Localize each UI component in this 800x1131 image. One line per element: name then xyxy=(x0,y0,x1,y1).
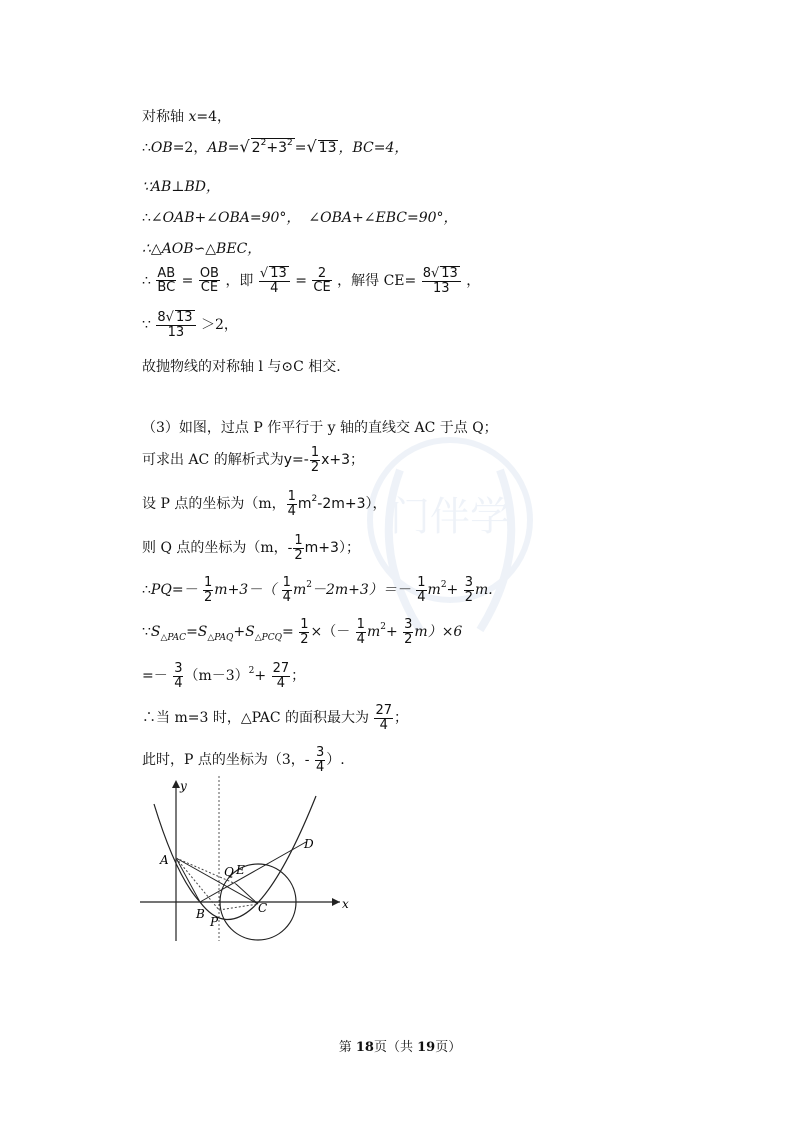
segment-bd xyxy=(200,842,306,902)
line-area-vertex-form: =－ $\frac{3}{4}$ $(m-3)^2+$ $\frac{27}{4}$ ； xyxy=(142,661,306,691)
line-ac-equation: 可求出 AC 的解析式为y=- $\frac{1}{2}$ x+3； xyxy=(142,445,365,475)
label-b: B xyxy=(196,907,205,921)
label-e: E xyxy=(236,863,245,877)
line-p-result: 此时，P 点的坐标为（3，- $\frac{3}{4}$ ）. xyxy=(142,745,345,775)
line-symmetry-axis: 对称轴 x=4， xyxy=(142,109,231,125)
y-axis-label: y xyxy=(180,779,187,793)
label-d: D xyxy=(304,837,314,851)
line-ob-ab-bc: ∴OB=2，AB=√ $2^2+3^2$ =√ 13 ，BC=4， xyxy=(142,137,409,156)
line-max-area: ∴当 m=3 时，△PAC 的面积最大为 $\frac{27}{4}$ ； xyxy=(142,703,408,733)
line-perpendicular: ∵AB⊥BD， xyxy=(142,179,220,195)
line-ratio-ce: ∴ $\frac{AB}{BC}$ = $\frac{OB}{CE}$ ，即 $\frac{√ 13}{4}$ = $\frac{2}{CE}$ ，解得 CE= $\frac{8√ 13}{13}$ ， xyxy=(142,265,481,297)
line-p-coordinates: 设 P 点的坐标为（m， $\frac{1}{4}$ $m^2-2m+3$）， xyxy=(142,489,387,519)
x-axis-arrow xyxy=(332,898,340,906)
watermark-text: 门伴学 xyxy=(390,494,510,540)
line-ce-greater: ∵ $\frac{8√ 13}{13}$ ＞2， xyxy=(142,310,238,341)
line-area-sum: $\because S_{\triangle PAC}=S_{\triangle PAQ}+S_{\triangle PCQ}=$ $\frac{1}{2}$ ×（－ $\frac{1}{4}$ $m^2+$ $\frac{3}{2}$ m）×6 xyxy=(142,617,463,647)
line-angles: ∴∠OAB+∠OBA=90°， ∠OBA+∠EBC=90°， xyxy=(142,210,458,226)
line-similar-triangles: ∴△AOB∽△BEC， xyxy=(142,241,262,257)
line-q-coordinates: 则 Q 点的坐标为（m，- $\frac{1}{2}$ m+3）； xyxy=(142,533,360,563)
label-a: A xyxy=(160,853,169,867)
label-q: Q xyxy=(224,865,234,879)
label-c: C xyxy=(258,901,268,915)
segment-pc-dashed xyxy=(219,904,258,910)
x-axis-label: x xyxy=(342,897,349,911)
parabola xyxy=(154,796,316,920)
line-conclusion: 故抛物线的对称轴 l 与⊙C 相交. xyxy=(142,359,341,375)
line-part3-intro: （3）如图，过点 P 作平行于 y 轴的直线交 AC 于点 Q； xyxy=(142,420,498,436)
line-pq-length: ∴PQ=－ $\frac{1}{2}$ m+3－（ $\frac{1}{4}$ $m^2-2m+3)=-$ $\frac{1}{4}$ $m^2+$ $\frac{3}{2}$ m. xyxy=(142,575,493,605)
page-footer: 第 18页（共 19页） xyxy=(338,1040,462,1055)
label-p: P xyxy=(210,915,219,929)
geometry-figure xyxy=(140,776,360,946)
y-axis-arrow xyxy=(172,780,180,788)
